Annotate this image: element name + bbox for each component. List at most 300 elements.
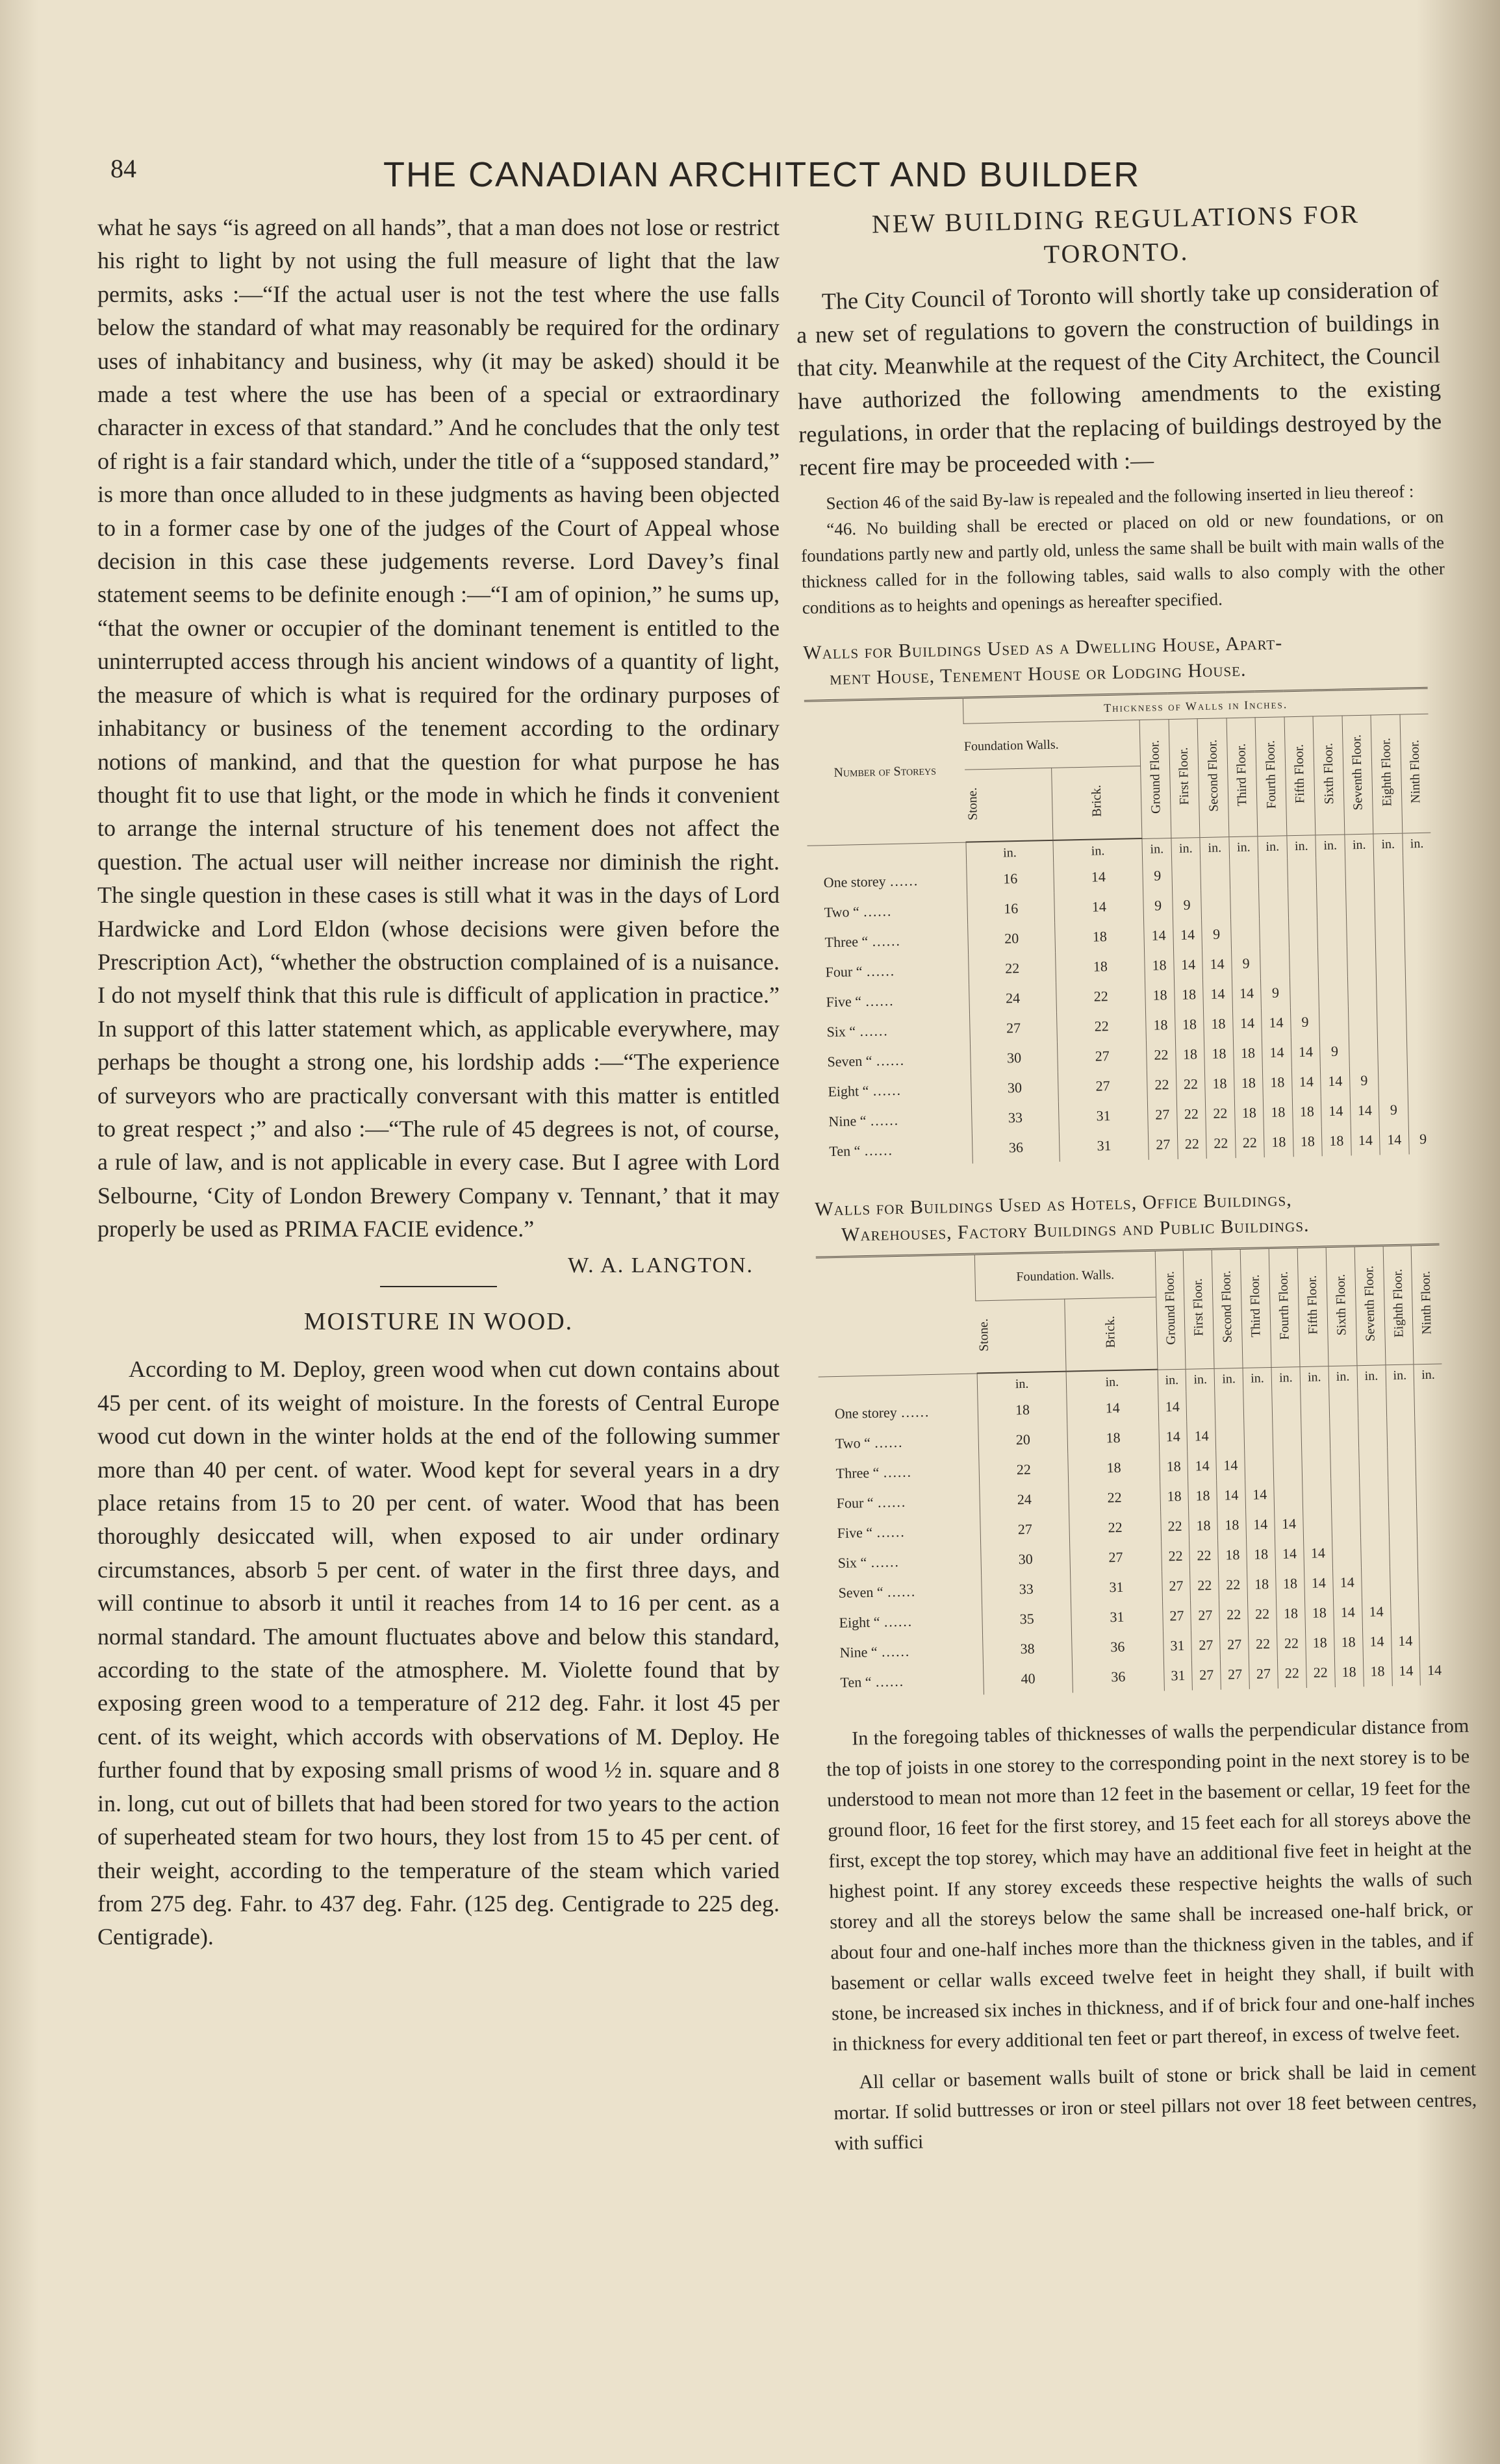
thickness-cell: 14 [1217, 1480, 1246, 1511]
thickness-cell: 9 [1379, 1095, 1408, 1125]
thickness-cell: 14 [1275, 1539, 1304, 1569]
thickness-cell: 22 [1069, 1482, 1160, 1514]
thickness-cell: 22 [1219, 1570, 1248, 1600]
prima-facie-text: PRIMA FACIE [284, 1216, 429, 1242]
thickness-cell [1388, 1506, 1417, 1537]
thickness-cell [1348, 1005, 1377, 1036]
thickness-cell: 18 [1264, 1127, 1293, 1157]
thickness-cell [1319, 1006, 1349, 1037]
thickness-cell: 36 [1073, 1661, 1164, 1693]
thickness-cell: 18 [1159, 1452, 1188, 1482]
storey-label: Seven “ …… [827, 1051, 905, 1070]
col-header [965, 768, 1054, 842]
masthead-title: THE CANADIAN ARCHITECT AND BUILDER [383, 155, 1141, 194]
thickness-cell [1390, 1566, 1419, 1596]
thickness-cell: 24 [980, 1484, 1069, 1516]
col-header-text: Brick. [1103, 1316, 1119, 1349]
thickness-cell: 22 [1069, 1512, 1161, 1544]
thickness-cell: 14 [1216, 1450, 1245, 1481]
thickness-cell [1244, 1420, 1273, 1450]
thickness-cell: 9 [1231, 948, 1260, 979]
unit-cell: in. [1066, 1370, 1158, 1394]
langton-article-text [97, 211, 780, 1246]
thickness-cell: 14 [1158, 1392, 1187, 1422]
storey-label: Two “ …… [824, 903, 892, 921]
thickness-cell: 14 [1291, 1066, 1321, 1097]
thickness-cell [1319, 976, 1348, 1007]
unit-cell: in. [1386, 1364, 1415, 1387]
thickness-cell [1406, 1035, 1436, 1065]
thickness-cell [1329, 1418, 1358, 1448]
thickness-cell: 27 [1191, 1600, 1220, 1631]
paragraph-end: evidence.” [429, 1216, 535, 1242]
thickness-cell: 22 [1206, 1128, 1236, 1159]
thickness-cell: 22 [1248, 1599, 1277, 1629]
col-header [1326, 1246, 1357, 1366]
thickness-cell: 14 [1362, 1626, 1392, 1657]
col-header-text: Fourth Floor. [1276, 1271, 1292, 1340]
thickness-cell: 31 [1071, 1572, 1162, 1603]
thickness-cell [1230, 918, 1260, 949]
regulations-heading [794, 195, 1438, 277]
thickness-cell [1302, 1448, 1331, 1479]
thickness-cell: 9 [1261, 977, 1290, 1008]
thickness-cell [1403, 885, 1432, 916]
thickness-cell: 22 [1056, 981, 1146, 1012]
col-header-text: Second Floor. [1219, 1270, 1235, 1343]
thickness-cell: 18 [1292, 1096, 1321, 1127]
storey-label: Ten “ …… [840, 1672, 904, 1691]
col-header-text: First Floor. [1176, 747, 1192, 806]
col-header-text: Ninth Floor. [1418, 1270, 1434, 1335]
thickness-cell [1316, 857, 1345, 887]
thickness-cell: 14 [1203, 979, 1232, 1009]
col-header [976, 1299, 1067, 1373]
unit-cell: in. [1414, 1364, 1442, 1387]
thickness-cell: 14 [1392, 1655, 1421, 1686]
thickness-cell [1331, 1507, 1360, 1538]
thickness-cell [1390, 1596, 1419, 1626]
thickness-cell: 30 [970, 1042, 1058, 1074]
thickness-cell: 14 [1173, 920, 1202, 950]
langton-paragraph: what he says “is agreed on all hands”, that a man does not lose or restrict his right to light by not using the full measure of light that the law permits, asks :—“If the actual user is not the test where the use falls below the standard of what may reasonably be required for the ordinary uses of inhabitancy and business, why (it may be asked) should it be made a test where the use has been of a special or extraordinary character in excess of that standard.” And he concludes that the only test of right is a fair standard which, under the title of a “supposed standard,” is more than once alluded to in these judgments as having been objected to in a former case by one of the judges of the Court of Appeal whose decision in this case these judgements reverse. Lord Davey’s final statement seems to be definite enough :—“I am of opinion,” he sums up, “that the owner or occupier of the dominant tenement is entitled to the uninterrupted access through his ancient windows of a quantity of light, the measure of which is what is required for the ordinary purposes of inhabitancy or business of the tenement according to the ordinary notions of mankind, and that the question for what purpose he has thought fit to use that light, or the mode in which he finds it convenient to arrange the internal structure of his tenement does not affect the question. The actual user will neither increase nor diminish the right. The single question in these cases is still what it was in the days of Lord Hardwicke and Lord Eldon (whose decisions were given before the Prescription Act), “whether the obstruction complained of is a nuisance. I do not myself think that this rule is difficult of application in practice.” In support of this latter statement which, as applicable everywhere, may perhaps be thought a strong one, his lordship adds :—“The experience of surveyors who are practically conversant with this matter is entitled to great respect ;” and also :—“The rule of 45 degrees is not, of course, a rule of law, and is not applicable in every case. But I agree with Lord Selbourne, ‘City of London Brewery Company v. Tennant,’ that it may properly be used as [97, 214, 780, 1242]
thickness-cell: 18 [1174, 979, 1203, 1010]
col-header-text: Second Floor. [1204, 739, 1221, 812]
thickness-cell [1377, 975, 1406, 1006]
thickness-cell: 18 [1263, 1067, 1292, 1098]
col-header [1313, 716, 1344, 835]
thickness-cell [1330, 1448, 1359, 1478]
col-header [1197, 718, 1228, 837]
thickness-cell: 22 [1219, 1600, 1249, 1630]
units-row-label [819, 1373, 978, 1399]
thickness-cell: 18 [1218, 1540, 1247, 1570]
thickness-cell [1406, 1005, 1435, 1035]
thickness-cell: 9 [1202, 919, 1231, 949]
unit-cell: in. [1229, 836, 1258, 859]
thickness-cell: 20 [978, 1424, 1068, 1456]
thickness-cell [1301, 1389, 1330, 1419]
thickness-cell [1245, 1450, 1274, 1480]
thickness-cell [1345, 886, 1375, 917]
storey-label: Four “ …… [825, 962, 895, 981]
unit-cell: in. [1171, 837, 1201, 861]
thickness-cell [1403, 855, 1432, 886]
thickness-cell [1347, 975, 1377, 1006]
thickness-cell: 27 [1191, 1630, 1221, 1661]
col-header [1155, 1250, 1186, 1369]
thickness-cell: 18 [1277, 1598, 1306, 1629]
thickness-cell [1387, 1446, 1416, 1477]
thickness-cell: 18 [1217, 1510, 1247, 1540]
thickness-cell [1273, 1449, 1303, 1479]
col-header-text: Ninth Floor. [1407, 739, 1423, 804]
thickness-cell: 14 [1246, 1509, 1275, 1540]
unit-cell: in. [1186, 1368, 1215, 1392]
thickness-cell: 38 [983, 1633, 1073, 1665]
thickness-cell: 27 [1249, 1659, 1278, 1689]
thickness-cell [1389, 1536, 1418, 1566]
thickness-cell [1360, 1537, 1390, 1567]
thickness-cell [1318, 946, 1347, 977]
thickness-cell: 18 [1233, 1038, 1262, 1068]
thickness-cell [1374, 856, 1403, 886]
thickness-cell: 36 [972, 1132, 1060, 1164]
thickness-cell: 14 [1054, 861, 1143, 893]
thickness-cell: 27 [1058, 1070, 1148, 1102]
thickness-cell [1288, 887, 1317, 918]
storeys-header [804, 698, 966, 846]
thickness-cell [1201, 859, 1230, 890]
col-header-text: Eighth Floor. [1390, 1268, 1406, 1338]
unit-cell: in. [977, 1372, 1067, 1396]
col-header-text: Eighth Floor. [1378, 737, 1395, 807]
thickness-cell: 14 [1262, 1007, 1291, 1038]
thickness-cell [1416, 1476, 1445, 1506]
storey-label: Five “ …… [826, 992, 894, 1011]
thickness-cell [1415, 1416, 1443, 1446]
thickness-cell: 31 [1060, 1130, 1149, 1162]
col-header-text: Sixth Floor. [1320, 742, 1336, 805]
thickness-cell: 27 [1192, 1660, 1221, 1691]
thickness-cell: 22 [1277, 1628, 1306, 1659]
unit-cell: in. [1214, 1368, 1243, 1391]
thickness-cell: 14 [1262, 1037, 1291, 1068]
thickness-cell: 18 [1234, 1068, 1263, 1098]
col-header [1371, 714, 1402, 833]
thickness-cell [1405, 975, 1434, 1005]
thickness-cell [1414, 1386, 1443, 1416]
thickness-cell: 14 [1321, 1066, 1350, 1096]
thickness-cell: 27 [1058, 1040, 1147, 1072]
unit-cell: in. [1403, 833, 1431, 856]
thickness-cell [1289, 947, 1318, 977]
thickness-cell [1287, 857, 1316, 888]
col-header-text: Fifth Floor. [1291, 744, 1308, 804]
col-header [1269, 1248, 1300, 1367]
thickness-cell [1274, 1479, 1303, 1509]
thickness-cell [1417, 1535, 1446, 1566]
col-header [1412, 1244, 1442, 1364]
thickness-cell: 18 [1247, 1539, 1276, 1570]
thickness-cell: 9 [1320, 1036, 1349, 1066]
unit-cell: in. [1316, 834, 1345, 857]
thickness-cell: 14 [1232, 978, 1261, 1009]
col-header [1212, 1248, 1243, 1368]
table2-caption-line-2: Warehouses, Factory Buildings and Public Buildings. [841, 1214, 1310, 1246]
storey-label: Five “ …… [837, 1523, 905, 1542]
thickness-cell [1303, 1508, 1332, 1539]
thickness-cell: 18 [1189, 1511, 1218, 1541]
unit-cell: in. [1357, 1364, 1386, 1388]
thickness-cell: 27 [1148, 1100, 1177, 1130]
col-header [1139, 720, 1171, 838]
thickness-cell: 22 [1249, 1629, 1278, 1659]
thickness-cell: 22 [1190, 1570, 1219, 1601]
unit-cell: in. [1328, 1365, 1358, 1389]
bylaw-section: Section 46 of the said By-law is repealed and the following inserted in lieu thereof : [826, 481, 1414, 514]
thickness-cell: 9 [1349, 1065, 1379, 1096]
thickness-cell: 9 [1143, 890, 1173, 921]
storey-label: Six “ …… [826, 1022, 888, 1040]
thickness-cell [1260, 948, 1290, 978]
thickness-cell: 18 [1175, 1039, 1204, 1070]
thickness-cell: 14 [1350, 1095, 1379, 1125]
thickness-cell: 14 [1291, 1037, 1320, 1067]
thickness-cell [1317, 916, 1347, 947]
thickness-cell: 18 [1293, 1126, 1322, 1157]
table1-caption-line-2: ment House, Tenement House or Lodging House. [829, 659, 1247, 689]
thickness-cell [1330, 1477, 1360, 1508]
thickness-cell [1404, 915, 1433, 946]
unit-cell: in. [1271, 1366, 1301, 1390]
thickness-cell [1260, 918, 1289, 948]
storey-label: Two “ …… [835, 1433, 903, 1452]
unit-cell: in. [1258, 835, 1287, 859]
thickness-cell: 22 [1206, 1098, 1235, 1129]
thickness-cell: 18 [1334, 1657, 1364, 1687]
col-header [1065, 1297, 1158, 1371]
thickness-cell: 31 [1163, 1631, 1192, 1661]
thickness-cell [1301, 1418, 1330, 1449]
col-header-text: Fifth Floor. [1304, 1275, 1321, 1335]
storey-label: One storey …… [823, 872, 919, 891]
thickness-cell [1358, 1447, 1388, 1477]
page-number: 84 [110, 154, 136, 183]
col-header-text: Seventh Floor. [1349, 735, 1366, 811]
left-column [97, 211, 780, 1954]
thickness-cell [1375, 886, 1404, 916]
thickness-cell: 31 [1071, 1602, 1163, 1633]
thickness-cell: 14 [1187, 1421, 1216, 1452]
thickness-cell: 22 [1147, 1070, 1176, 1100]
storey-label: One storey …… [834, 1403, 930, 1422]
thickness-cell [1378, 1035, 1407, 1066]
thickness-cell: 18 [1322, 1125, 1351, 1156]
thickness-cell: 22 [1161, 1541, 1190, 1572]
col-header [1052, 766, 1142, 840]
author-signature: W. A. LANGTON. [568, 1253, 754, 1277]
storey-label: Eight “ …… [828, 1081, 902, 1100]
unit-cell: in. [1053, 838, 1143, 863]
notes-paragraph: All cellar or basement walls built of stone or brick shall be laid in cement mortar. If solid buttresses or iron or steel pillars not over 18 feet between centres, with suffici [833, 2058, 1477, 2155]
thickness-cell: 14 [1067, 1392, 1158, 1424]
storey-label: Eight “ …… [839, 1613, 913, 1631]
foundation-header: Foundation Walls. [963, 720, 1141, 770]
storeys-header-empty [816, 1254, 977, 1377]
thickness-cell: 30 [981, 1544, 1071, 1576]
thickness-cell [1230, 888, 1259, 919]
thickness-cell: 27 [1221, 1659, 1250, 1690]
unit-cell: in. [1158, 1369, 1187, 1392]
unit-cell: in. [1142, 838, 1171, 861]
col-header-text: Stone. [965, 786, 980, 820]
col-header [1297, 1247, 1328, 1366]
thickness-cell: 18 [1145, 950, 1174, 981]
thickness-cell: 14 [1158, 1422, 1188, 1452]
thickness-cell: 14 [1351, 1125, 1380, 1155]
col-header-text: Stone. [976, 1318, 991, 1351]
unit-cell: in. [1287, 835, 1316, 858]
thickness-cell [1345, 857, 1374, 887]
thickness-cell [1349, 1035, 1378, 1066]
thickness-cell [1229, 859, 1258, 889]
thickness-cell: 22 [1189, 1540, 1219, 1571]
thickness-cell: 27 [1162, 1571, 1191, 1602]
thickness-cell: 27 [1149, 1129, 1178, 1160]
thickness-cell: 18 [1068, 1452, 1160, 1484]
thickness-cell: 9 [1408, 1124, 1438, 1155]
storey-label: Four “ …… [836, 1493, 906, 1512]
unit-cell: in. [1345, 834, 1374, 857]
thickness-cell [1360, 1507, 1389, 1537]
thickness-cell: 14 [1232, 1008, 1262, 1038]
thickness-cell [1379, 1065, 1408, 1096]
commercial-walls-table [816, 1244, 1449, 1698]
thickness-cell: 22 [1176, 1099, 1206, 1129]
thickness-cell [1407, 1064, 1436, 1095]
thickness-cell: 18 [1204, 1038, 1234, 1069]
thickness-cell [1288, 917, 1317, 948]
heading-line-1: NEW BUILDING REGULATIONS FOR [871, 199, 1360, 239]
commercial-walls-body [819, 1364, 1449, 1698]
thickness-cell: 22 [1306, 1657, 1335, 1688]
thickness-cell [1317, 886, 1346, 917]
storey-label: Three “ …… [835, 1463, 912, 1482]
thickness-cell [1416, 1446, 1444, 1476]
thickness-cell [1290, 977, 1319, 1007]
col-header-text: Sixth Floor. [1333, 1274, 1349, 1335]
thickness-cell: 14 [1245, 1479, 1275, 1510]
unit-cell: in. [1373, 833, 1403, 857]
table1-caption-line-1: Walls for Buildings Used as a Dwelling House, Apart- [802, 632, 1283, 664]
col-header [1227, 718, 1258, 836]
thickness-cell [1259, 888, 1288, 918]
unit-cell: in. [1243, 1367, 1272, 1390]
thickness-cell: 18 [1234, 1098, 1264, 1128]
storeys-header-text: Number of Storeys [833, 763, 937, 780]
thickness-cell: 9 [1290, 1007, 1319, 1037]
col-header [1255, 717, 1286, 836]
thickness-cell: 33 [982, 1574, 1071, 1605]
dwelling-walls-body [807, 833, 1438, 1167]
thickness-cell: 18 [1304, 1598, 1334, 1628]
thickness-cell [1419, 1595, 1447, 1626]
thickness-cell [1405, 945, 1434, 975]
storey-label: Nine “ …… [839, 1642, 910, 1661]
table-notes [826, 1711, 1478, 2159]
col-header-text: Ground Floor. [1147, 740, 1163, 814]
unit-cell: in. [1200, 836, 1229, 860]
thickness-cell: 18 [1055, 921, 1145, 953]
thickness-cell [1376, 946, 1405, 976]
thickness-cell: 18 [1363, 1656, 1392, 1687]
col-header-text: Third Floor. [1234, 743, 1250, 807]
thickness-cell: 27 [980, 1514, 1070, 1546]
thickness-cell: 18 [1264, 1097, 1293, 1127]
thickness-cell [1243, 1390, 1273, 1420]
thickness-cell [1357, 1387, 1386, 1418]
thickness-cell: 22 [1176, 1069, 1205, 1100]
thickness-cell: 40 [984, 1663, 1073, 1695]
thickness-cell: 14 [1275, 1509, 1304, 1539]
thickness-cell: 18 [1056, 951, 1145, 983]
col-header-text: Ground Floor. [1162, 1271, 1178, 1345]
col-header [1354, 1246, 1386, 1365]
thickness-cell [1272, 1389, 1301, 1420]
thickness-cell: 18 [1305, 1628, 1334, 1658]
thickness-cell: 14 [1144, 920, 1173, 951]
thickness-cell [1347, 946, 1376, 976]
table2-caption-line-1: Walls for Buildings Used as Hotels, Office Buildings, [814, 1188, 1292, 1220]
regulations-lead: The City Council of Toronto will shortly take up consideration of a new set of regulations to govern the construction of buildings in that city. Meanwhile at the request of the City Architect, the Council have authorized the following amendments to the existing regulations, in order that the replacing of buildings destroyed by the recent fire may be proceeded with :— [796, 275, 1442, 481]
thickness-cell: 18 [1067, 1422, 1159, 1454]
thickness-cell: 31 [1059, 1100, 1149, 1132]
col-header-text: Brick. [1089, 785, 1104, 818]
units-row-label [807, 842, 967, 868]
thickness-cell: 16 [967, 893, 1055, 925]
unit-cell: in. [966, 840, 1054, 865]
thickness-cell [1408, 1094, 1437, 1125]
moisture-article-text: According to M. Deploy, green wood when cut down contains about 45 per cent. of its weight of moisture. In the forests of Central Europe wood cut down in the winter holds at the end of the following summer more than 40 per cent. of water. Wood kept for several years in a dry place retains from 15 to 20 per cent. of water. Wood that has been thoroughly desiccated will, when exposed to air under ordinary circumstances, absorb 5 per cent. of water in the first three days, and will continue to absorb it until it reaches from 14 to 16 per cent. as a normal standard. The amount fluctuates above and below this standard, according to the state of the atmosphere. M. Violette found that by exposing green wood to a temperature of 212 deg. Fahr. it lost 45 per cent. of its weight, which accords with observations of M. Deploy. He further found that by exposing small prisms of wood ½ in. square and 8 in. long, cut out of billets that had been stored for two years to the action of superheated steam for two hours, they lost from 15 to 45 per cent. of their weight, according to the temperature of the steam which varied from 275 deg. Fahr. to 437 deg. Fahr. (125 deg. Centigrade to 225 deg. Centigrade). [97, 1356, 780, 1950]
thickness-cell: 18 [1145, 980, 1175, 1011]
col-header [1284, 716, 1316, 835]
thickness-cell [1377, 1005, 1406, 1036]
thickness-cell: 18 [978, 1394, 1067, 1426]
col-header [1383, 1245, 1414, 1364]
thickness-cell: 14 [1332, 1567, 1362, 1598]
thickness-cell [1332, 1537, 1361, 1568]
thickness-cell: 18 [1146, 1010, 1175, 1040]
thickness-cell [1346, 916, 1375, 946]
thickness-cell [1186, 1391, 1215, 1422]
thickness-cell: 14 [1303, 1538, 1332, 1568]
thickness-cell: 31 [1163, 1661, 1193, 1691]
table1-caption [803, 627, 1447, 692]
thickness-cell: 14 [1202, 949, 1232, 979]
thickness-cell [1171, 860, 1201, 890]
col-header-text: Third Floor. [1247, 1274, 1264, 1338]
thickness-cell: 22 [1057, 1011, 1147, 1042]
storey-label: Ten “ …… [829, 1142, 893, 1160]
thickness-cell [1273, 1419, 1302, 1450]
col-header [1184, 1249, 1215, 1368]
thickness-cell: 18 [1188, 1481, 1217, 1511]
thickness-cell: 35 [982, 1603, 1072, 1635]
thickness-header: Thickness of Walls in Inches. [963, 688, 1428, 723]
thickness-cell: 22 [1235, 1127, 1264, 1158]
thickness-cell [1258, 858, 1288, 888]
